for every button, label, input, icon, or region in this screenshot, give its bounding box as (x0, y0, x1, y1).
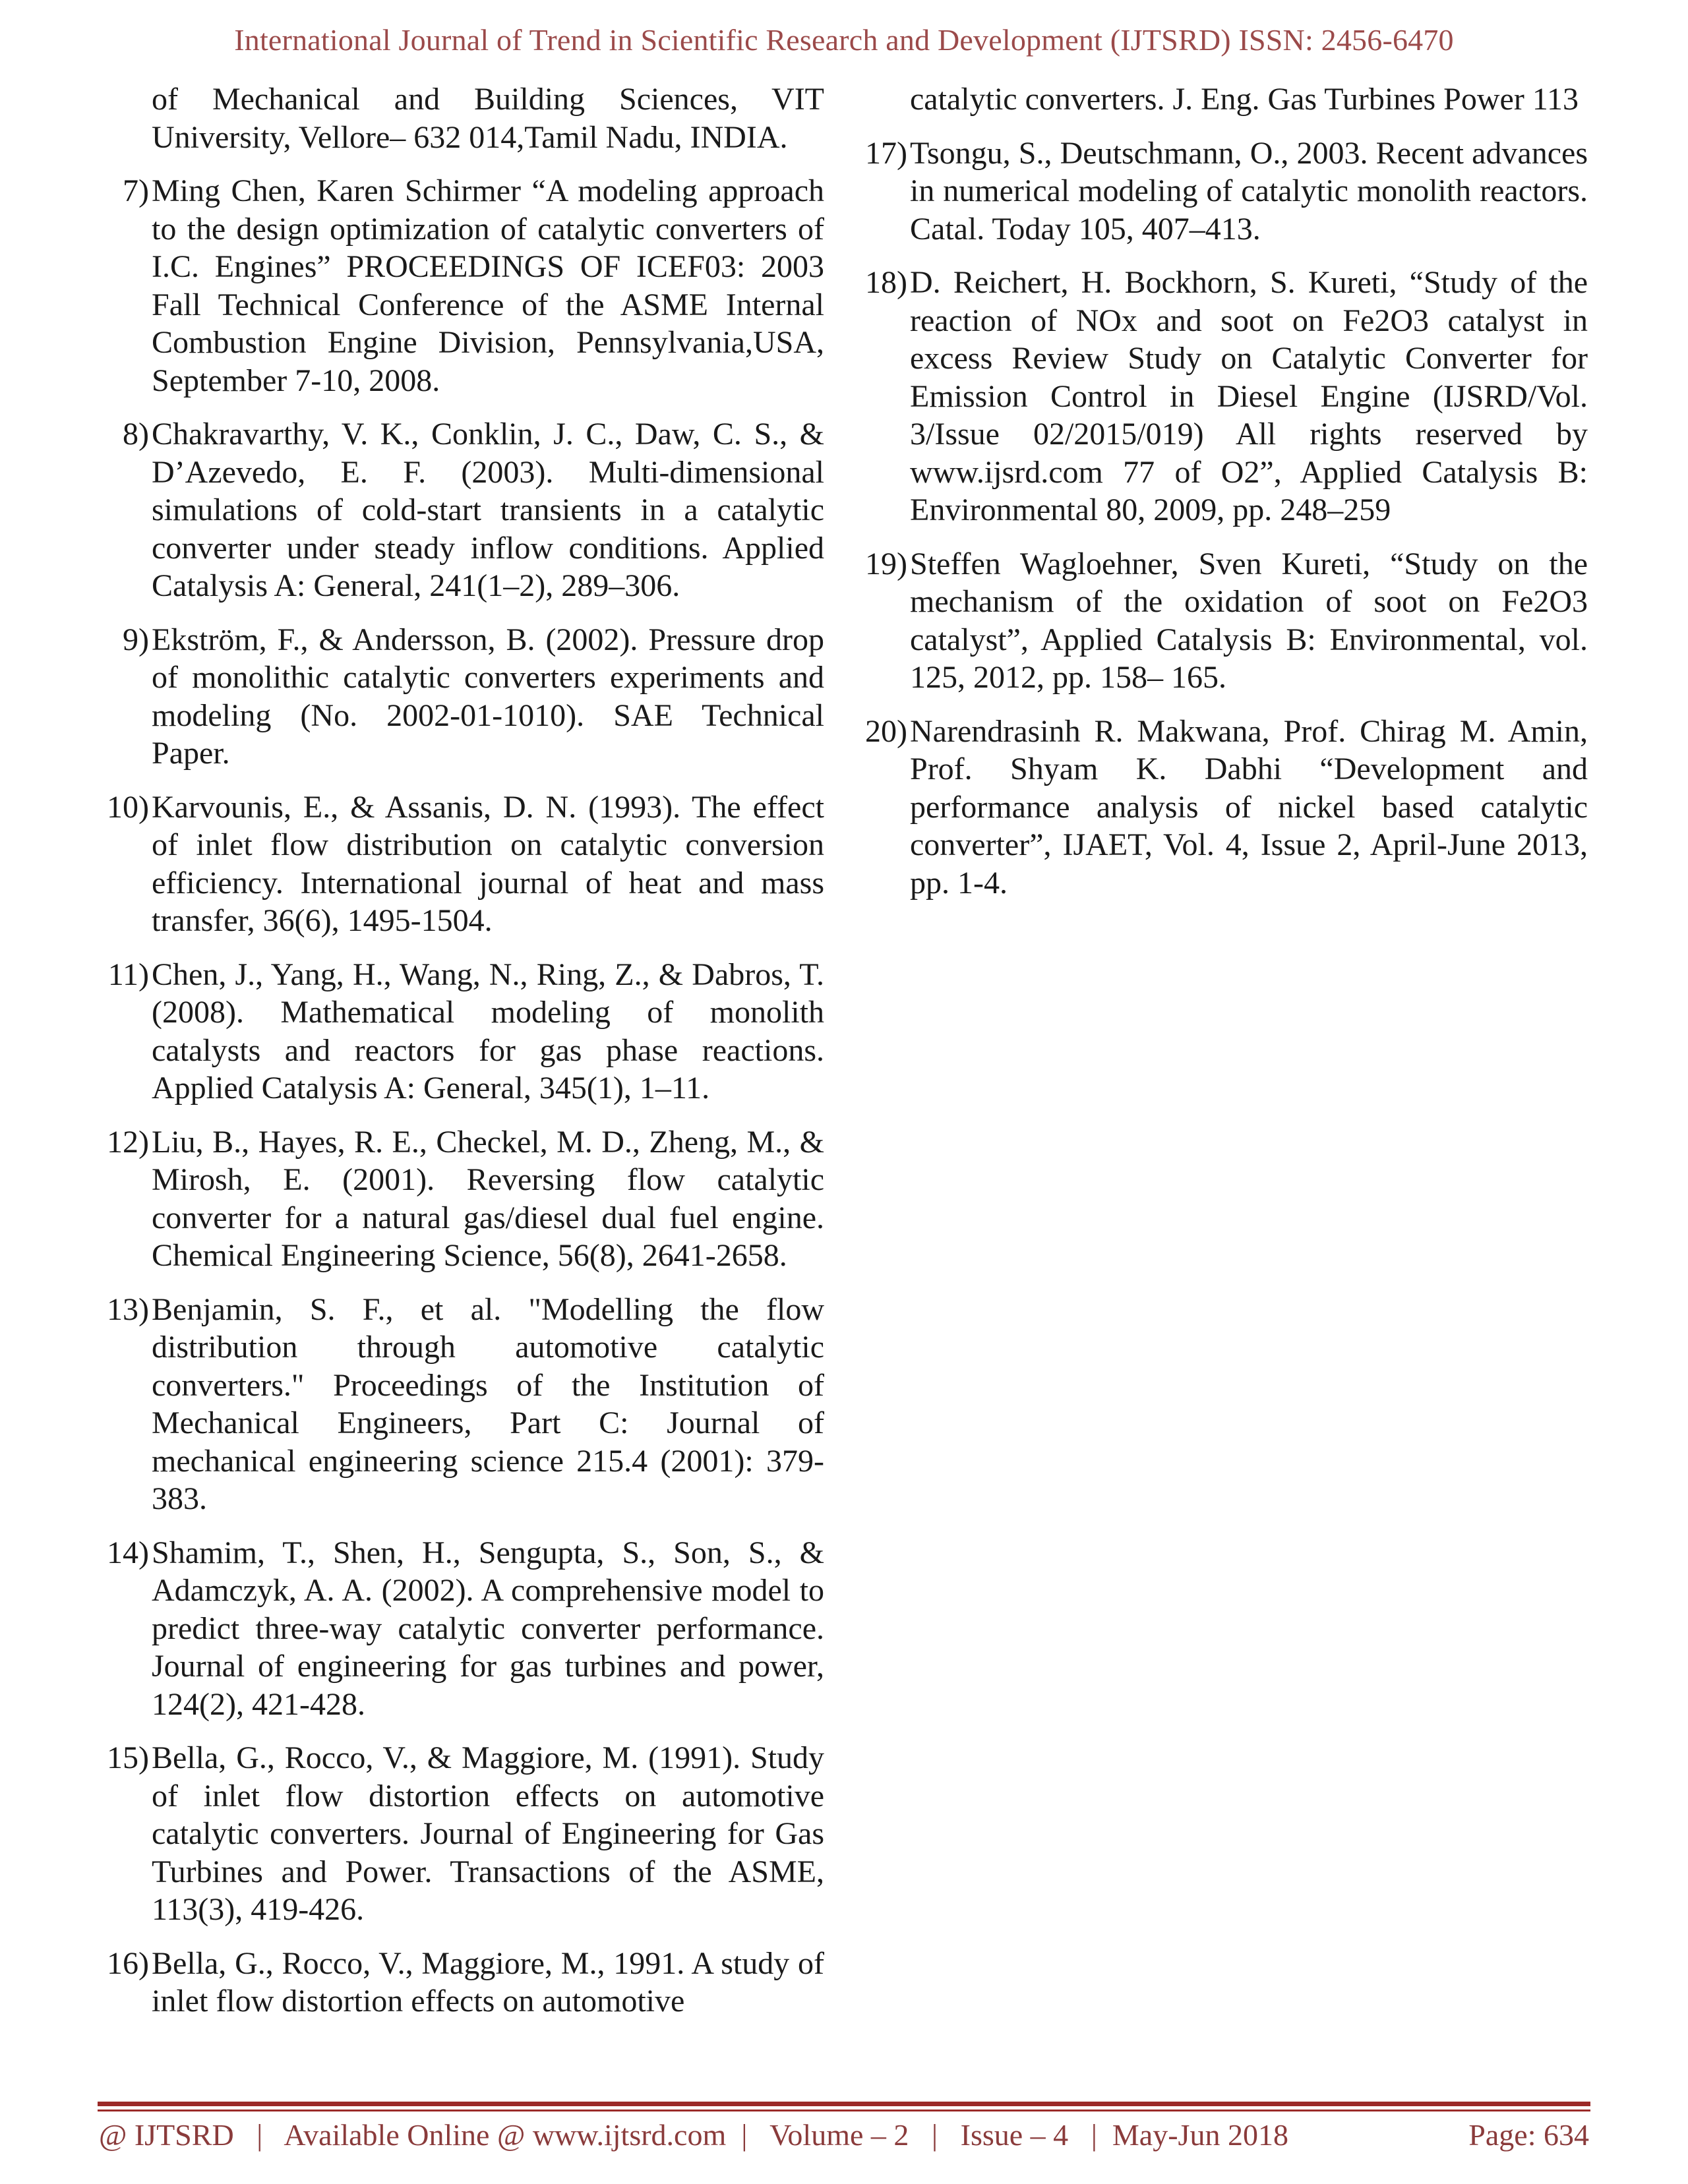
reference-text: Ekström, F., & Andersson, B. (2002). Pressure drop of monolithic catalytic converters experiments and modeling (No. 2002-01-1010). SAE Technical Paper. (152, 622, 824, 771)
reference-text: Narendrasinh R. Makwana, Prof. Chirag M. Amin, Prof. Shyam K. Dabhi “Development and performance analysis of nickel based catalytic converter”, IJAET, Vol. 4, Issue 2, April-June 2013, pp. 1-4. (910, 713, 1588, 900)
reference-text: Chen, J., Yang, H., Wang, N., Ring, Z., & Dabros, T. (2008). Mathematical modeling of monolith catalysts and reactors for gas phase reactions. Applied Catalysis A: General, 345(1), 1–11. (152, 957, 824, 1106)
reference-text: Ming Chen, Karen Schirmer “A modeling approach to the design optimization of catalytic converters of I.C. Engines” PROCEEDINGS OF ICEF03: 2003 Fall Technical Conference of the ASME Internal Combustion Engine Division, Pennsylvania,USA, September 7-10, 2008. (152, 173, 824, 398)
reference-number: 9) (123, 622, 149, 657)
reference-item (857, 545, 1588, 697)
reference-number: 18) (865, 265, 907, 300)
reference-continuation (857, 80, 1588, 119)
reference-number: 7) (123, 173, 149, 208)
reference-item (99, 1945, 824, 2021)
reference-number: 11) (107, 957, 149, 992)
reference-list-right (857, 134, 1588, 902)
reference-item (99, 788, 824, 940)
reference-number: 15) (107, 1740, 149, 1775)
reference-number: 20) (865, 713, 907, 749)
reference-number: 13) (107, 1291, 149, 1327)
footer-availability-link[interactable]: Available Online @ www.ijtsrd.com (284, 2118, 727, 2152)
footer-separator: | (1091, 2118, 1097, 2152)
reference-text: Bella, G., Rocco, V., Maggiore, M., 1991. A study of inlet flow distortion effects on automotive (152, 1945, 824, 2019)
reference-number: 19) (865, 546, 907, 581)
reference-text: D. Reichert, H. Bockhorn, S. Kureti, “Study of the reaction of NOx and soot on Fe2O3 catalyst in excess Review Study on Catalytic Converter for Emission Control in Diesel Engine (IJSRD/Vol. 3/Issue 02/2015/019) All rights reserved by www.ijsrd.com 77 of O2”, Applied Catalysis B: Environmental 80, 2009, pp. 248–259 (910, 265, 1588, 527)
reference-text: Liu, B., Hayes, R. E., Checkel, M. D., Zheng, M., & Mirosh, E. (2001). Reversing flow catalytic converter for a natural gas/diesel dual fuel engine. Chemical Engineering Science, 56(8), 2641-2658. (152, 1124, 824, 1273)
reference-number: 17) (865, 135, 907, 171)
running-header: International Journal of Trend in Scientific Research and Development (IJTSRD) ISSN: 2456-6470 (234, 23, 1454, 57)
footer-separator: | (931, 2118, 938, 2152)
footer-period: May-Jun 2018 (1112, 2118, 1288, 2152)
left-column (99, 80, 824, 2036)
reference-text: Benjamin, S. F., et al. "Modelling the flow distribution through automotive catalytic converters." Proceedings of the Institution of Mechanical Engineers, Part C: Journal of mechanical engineering science 215.4 (2001): 379-383. (152, 1291, 824, 1516)
reference-list-left (99, 172, 824, 2021)
reference-text: Tsongu, S., Deutschmann, O., 2003. Recent advances in numerical modeling of catalytic monolith reactors. Catal. Today 105, 407–413. (910, 135, 1588, 247)
reference-text: Karvounis, E., & Assanis, D. N. (1993). The effect of inlet flow distribution on catalytic conversion efficiency. International journal of heat and mass transfer, 36(6), 1495-1504. (152, 789, 824, 938)
reference-number: 8) (123, 417, 149, 452)
reference-item (857, 264, 1588, 529)
reference-text: Shamim, T., Shen, H., Sengupta, S., Son, S., & Adamczyk, A. A. (2002). A comprehensive model to predict three-way catalytic converter performance. Journal of engineering for gas turbines and power, 124(2), 421-428. (152, 1535, 824, 1722)
reference-item (99, 621, 824, 773)
reference-item (99, 1739, 824, 1929)
reference-item (857, 713, 1588, 902)
reference-item (99, 1291, 824, 1518)
reference-text: of Mechanical and Building Sciences, VIT University, Vellore– 632 014,Tamil Nadu, INDIA. (152, 82, 824, 155)
footer-issue: Issue – 4 (960, 2118, 1069, 2152)
footer-page-number: Page: 634 (1468, 2118, 1589, 2152)
reference-item (99, 415, 824, 605)
reference-text: Bella, G., Rocco, V., & Maggiore, M. (1991). Study of inlet flow distortion effects on automotive catalytic converters. Journal of Engineering for Gas Turbines and Power. Transactions of the ASME, 113(3), 419-426. (152, 1740, 824, 1927)
page-footer (99, 2117, 1589, 2152)
reference-item (99, 1534, 824, 1724)
reference-item (99, 956, 824, 1107)
footer-separator: | (741, 2118, 748, 2152)
footer-journal: @ IJTSRD (99, 2118, 234, 2152)
footer-separator: | (256, 2118, 263, 2152)
footer-rule-thin (98, 2110, 1590, 2111)
footer-volume: Volume – 2 (769, 2118, 909, 2152)
reference-number: 12) (107, 1124, 149, 1160)
reference-number: 10) (107, 789, 149, 825)
reference-item (99, 1123, 824, 1275)
reference-item (99, 172, 824, 399)
reference-text: catalytic converters. J. Eng. Gas Turbines Power 113 (910, 82, 1579, 117)
right-column (857, 80, 1588, 918)
reference-continuation (99, 80, 824, 156)
reference-number: 14) (107, 1535, 149, 1570)
footer-info (99, 2117, 1288, 2152)
reference-number: 16) (107, 1945, 149, 1981)
reference-item (857, 134, 1588, 249)
reference-text: Chakravarthy, V. K., Conklin, J. C., Daw, C. S., & D’Azevedo, E. F. (2003). Multi-dimensional simulations of cold-start transients in a catalytic converter under steady inflow conditions. Applied Catalysis A: General, 241(1–2), 289–306. (152, 417, 824, 603)
footer-rule (98, 2102, 1590, 2106)
reference-text: Steffen Wagloehner, Sven Kureti, “Study on the mechanism of the oxidation of soot on Fe2O3 catalyst”, Applied Catalysis B: Environmental, vol. 125, 2012, pp. 158– 165. (910, 546, 1588, 695)
